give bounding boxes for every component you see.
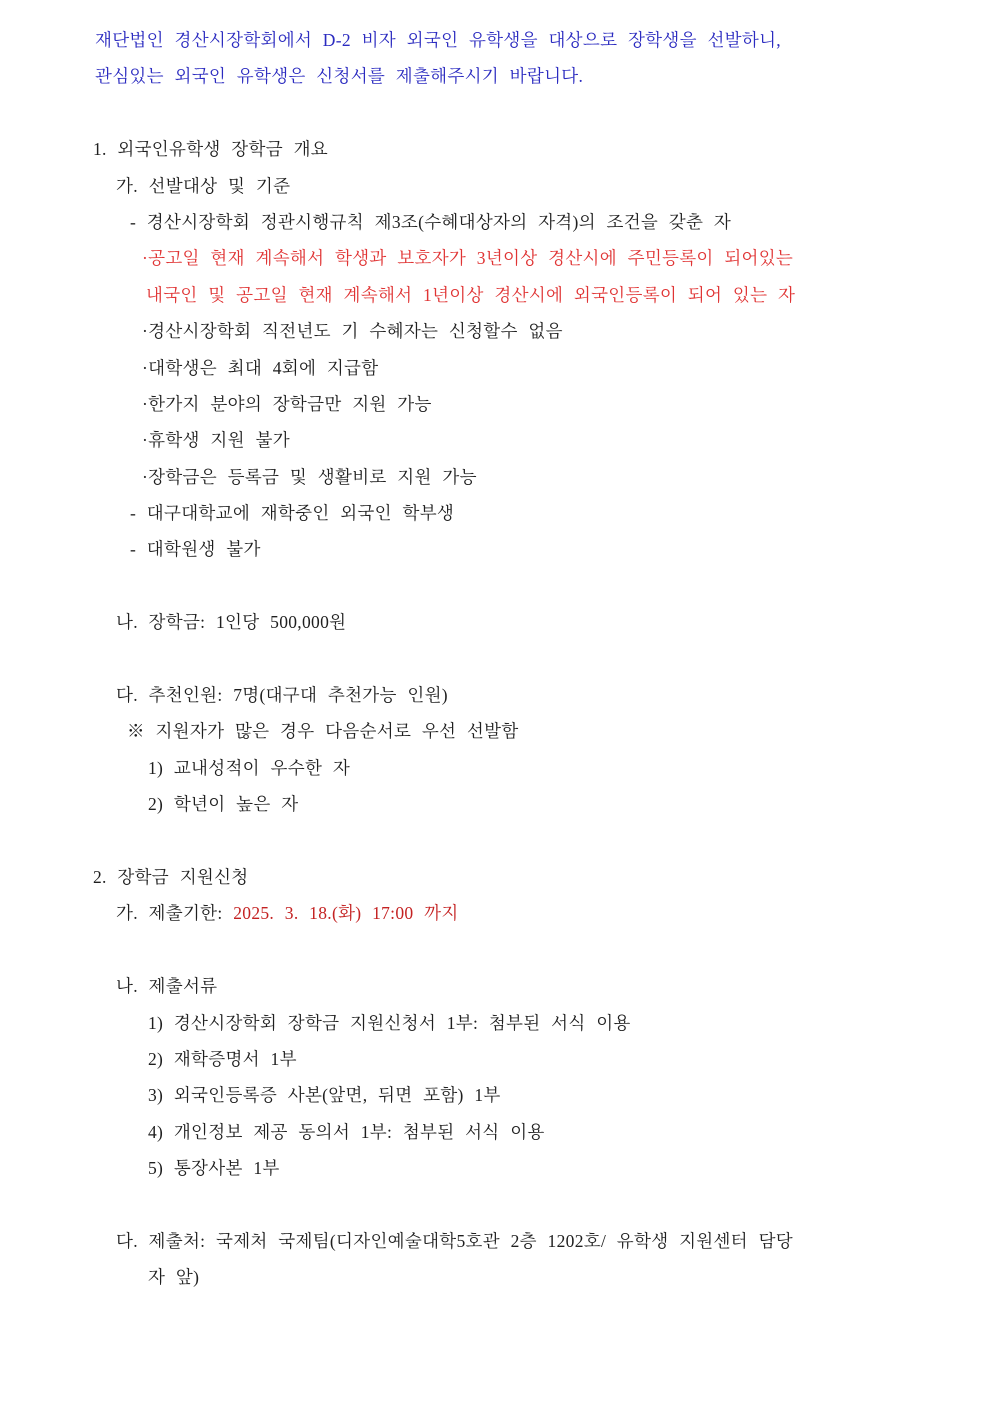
- doc-line: [142, 240, 992, 276]
- text-segment: 3) 외국인등록증 사본(앞면, 뒤면 포함) 1부: [148, 1085, 501, 1106]
- text-segment: 나. 장학금: 1인당 500,000원: [116, 612, 347, 633]
- doc-line: [148, 1077, 992, 1113]
- text-segment: ·휴학생 지원 불가: [142, 430, 290, 451]
- text-segment: 5) 통장사본 1부: [148, 1158, 280, 1179]
- blank-line: [0, 823, 992, 859]
- text-segment: 재단법인 경산시장학회에서 D-2 비자 외국인 유학생을 대상으로 장학생을 선발하니,: [95, 30, 781, 50]
- doc-line: [148, 750, 992, 786]
- doc-line: [116, 968, 992, 1004]
- doc-line: [95, 58, 992, 94]
- doc-line: [93, 131, 992, 167]
- text-segment: 2) 재학증명서 1부: [148, 1048, 297, 1069]
- doc-line: [148, 1005, 992, 1041]
- text-segment: ·한가지 분야의 장학금만 지원 가능: [142, 393, 432, 414]
- blank-line: [0, 932, 992, 968]
- text-segment: 가. 선발대상 및 기준: [116, 175, 291, 196]
- text-segment: - 대학원생 불가: [130, 539, 261, 560]
- doc-line: [130, 204, 992, 240]
- doc-line: [116, 168, 992, 204]
- doc-line: [148, 1041, 992, 1077]
- document-body: [0, 22, 992, 1296]
- text-segment: 나. 제출서류: [116, 976, 218, 997]
- text-segment: 1) 경산시장학회 장학금 지원신청서 1부: 첨부된 서식 이용: [148, 1012, 631, 1033]
- text-segment: 1) 교내성적이 우수한 자: [148, 757, 351, 778]
- text-segment: 2. 장학금 지원신청: [93, 866, 249, 887]
- text-segment: 1. 외국인유학생 장학금 개요: [93, 139, 329, 160]
- text-segment: 다. 제출처: 국제처 국제팀(디자인예술대학5호관 2층 1202호/ 유학생 지원센터 담당: [116, 1230, 793, 1251]
- text-segment: ·장학금은 등록금 및 생활비로 지원 가능: [142, 466, 477, 487]
- doc-line: [116, 604, 992, 640]
- doc-line: [142, 386, 992, 422]
- text-segment: - 대구대학교에 재학중인 외국인 학부생: [130, 503, 455, 524]
- text-segment: 가. 제출기한:: [116, 903, 234, 924]
- text-segment: 관심있는 외국인 유학생은 신청서를 제출해주시기 바랍니다.: [95, 66, 584, 87]
- doc-line: [116, 677, 992, 713]
- text-segment: 2025. 3. 18.(화) 17:00 까지: [233, 903, 459, 924]
- text-segment: ·공고일 현재 계속해서 학생과 보호자가 3년이상 경산시에 주민등록이 되어있는: [142, 248, 794, 269]
- text-segment: 자 앞): [148, 1267, 200, 1288]
- doc-line: [130, 495, 992, 531]
- text-segment: ·대학생은 최대 4회에 지급함: [142, 357, 379, 378]
- doc-line: [93, 859, 992, 895]
- doc-line: [142, 459, 992, 495]
- text-segment: ※ 지원자가 많은 경우 다음순서로 우선 선발함: [127, 721, 519, 742]
- text-segment: 내국인 및 공고일 현재 계속해서 1년이상 경산시에 외국인등록이 되어 있는 자: [146, 284, 796, 305]
- doc-line: [142, 350, 992, 386]
- doc-line: [146, 277, 992, 313]
- doc-line: [148, 1114, 992, 1150]
- doc-line: [130, 531, 992, 567]
- doc-line: [127, 713, 992, 749]
- text-segment: 4) 개인정보 제공 동의서 1부: 첨부된 서식 이용: [148, 1121, 545, 1142]
- text-segment: 다. 추천인원: 7명(대구대 추천가능 인원): [116, 685, 448, 706]
- doc-line: [95, 22, 992, 58]
- blank-line: [0, 95, 992, 131]
- doc-line: [142, 313, 992, 349]
- doc-line: [116, 895, 992, 931]
- text-segment: 2) 학년이 높은 자: [148, 794, 299, 815]
- text-segment: - 경산시장학회 정관시행규칙 제3조(수혜대상자의 자격)의 조건을 갖춘 자: [130, 211, 732, 232]
- blank-line: [0, 568, 992, 604]
- doc-line: [142, 422, 992, 458]
- doc-line: [148, 786, 992, 822]
- doc-line: [116, 1223, 992, 1259]
- doc-line: [148, 1259, 992, 1295]
- blank-line: [0, 1187, 992, 1223]
- text-segment: ·경산시장학회 직전년도 기 수혜자는 신청할수 없음: [142, 321, 563, 342]
- doc-line: [148, 1150, 992, 1186]
- blank-line: [0, 641, 992, 677]
